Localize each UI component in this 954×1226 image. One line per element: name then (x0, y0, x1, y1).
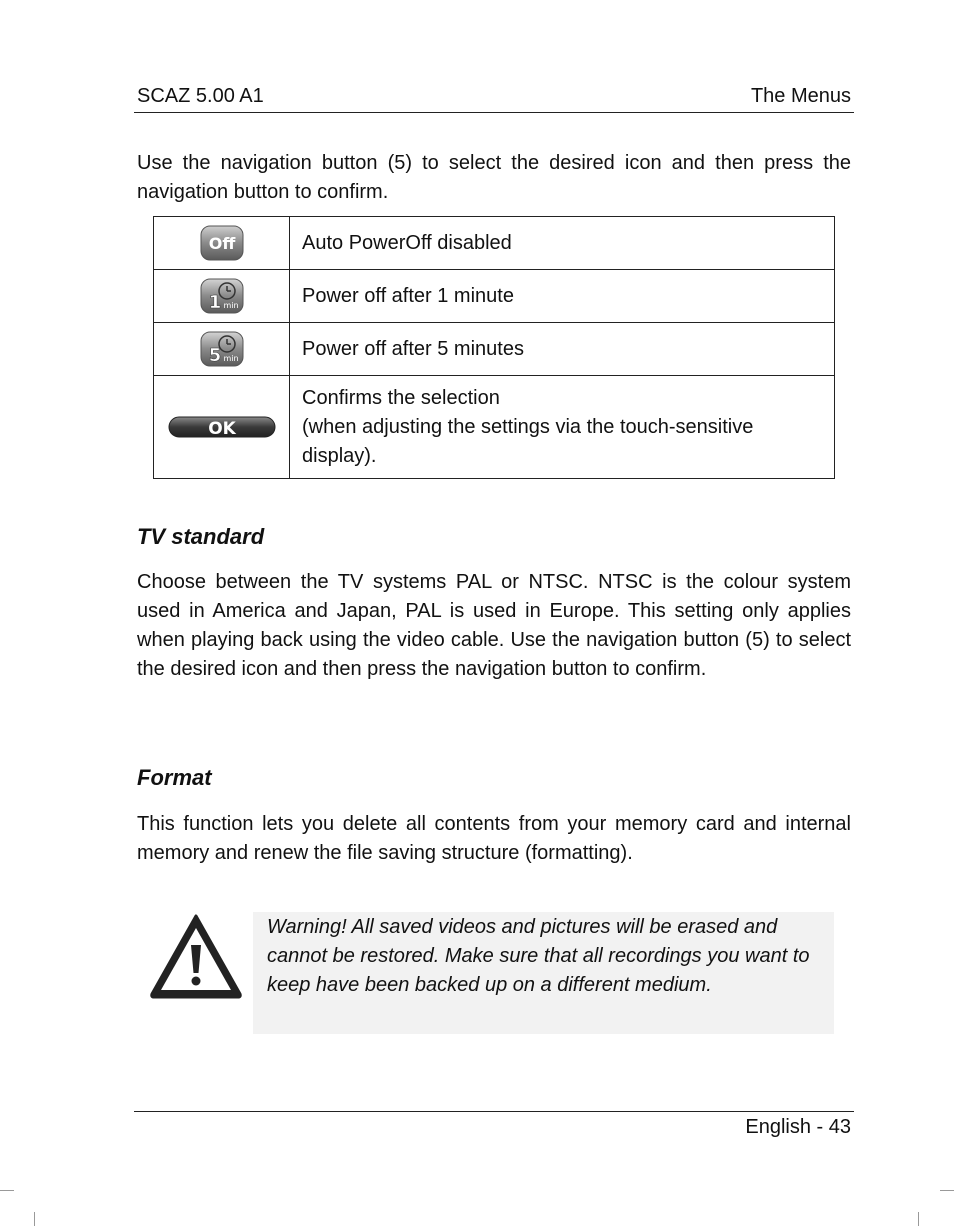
option-label: Confirms the selection (302, 386, 500, 409)
format-paragraph: This function lets you delete all contents from your memory card and internal memory and renew the file saving structure (formatting). (137, 813, 851, 864)
svg-text:OK: OK (207, 419, 236, 439)
option-label: Auto PowerOff disabled (302, 231, 512, 254)
table-row (154, 376, 835, 479)
timer-1-min-icon (200, 278, 244, 314)
timer-5-min-icon (200, 331, 244, 367)
ok-button-icon (168, 416, 276, 438)
auto-poweroff-options-table (153, 216, 835, 479)
table-row (154, 270, 835, 323)
option-label: Power off after 5 minutes (302, 337, 524, 360)
crop-mark (940, 1190, 954, 1191)
warning-box (253, 912, 834, 1034)
off-icon (200, 225, 244, 261)
table-row (154, 217, 835, 270)
model-name: SCAZ 5.00 A1 (137, 85, 264, 107)
option-note: (when adjusting the settings via the touch-sensitive display). (302, 415, 754, 467)
warning-icon (148, 912, 244, 1000)
page-header (134, 84, 854, 113)
page-footer (134, 1111, 854, 1138)
crop-mark (0, 1190, 14, 1191)
warning-text: Warning! All saved videos and pictures will be erased and cannot be restored. Make sure that all recordings you want to keep have been backed up on a different medium. (267, 916, 810, 996)
table-row (154, 323, 835, 376)
svg-text:1: 1 (208, 292, 221, 313)
tv-standard-paragraph: Choose between the TV systems PAL or NTSC. NTSC is the colour system used in America and Japan, PAL is used in Europe. This setting only applies when playing back using the video cable. Use the navigation button (5) to select the desired icon and then press the navigation button to confirm. (137, 571, 851, 680)
svg-text:5: 5 (208, 345, 221, 366)
intro-paragraph: Use the navigation button (5) to select the desired icon and then press the navigation button to confirm. (137, 152, 851, 203)
crop-mark (918, 1212, 919, 1226)
chapter-title: The Menus (750, 85, 851, 107)
tv-standard-heading: TV standard (137, 524, 265, 549)
option-label: Power off after 1 minute (302, 284, 514, 307)
format-heading: Format (137, 765, 212, 790)
page-number: English - 43 (745, 1116, 851, 1138)
crop-mark (34, 1212, 35, 1226)
svg-text:Off: Off (208, 234, 235, 253)
svg-text:min: min (222, 301, 239, 310)
svg-text:min: min (222, 354, 239, 363)
